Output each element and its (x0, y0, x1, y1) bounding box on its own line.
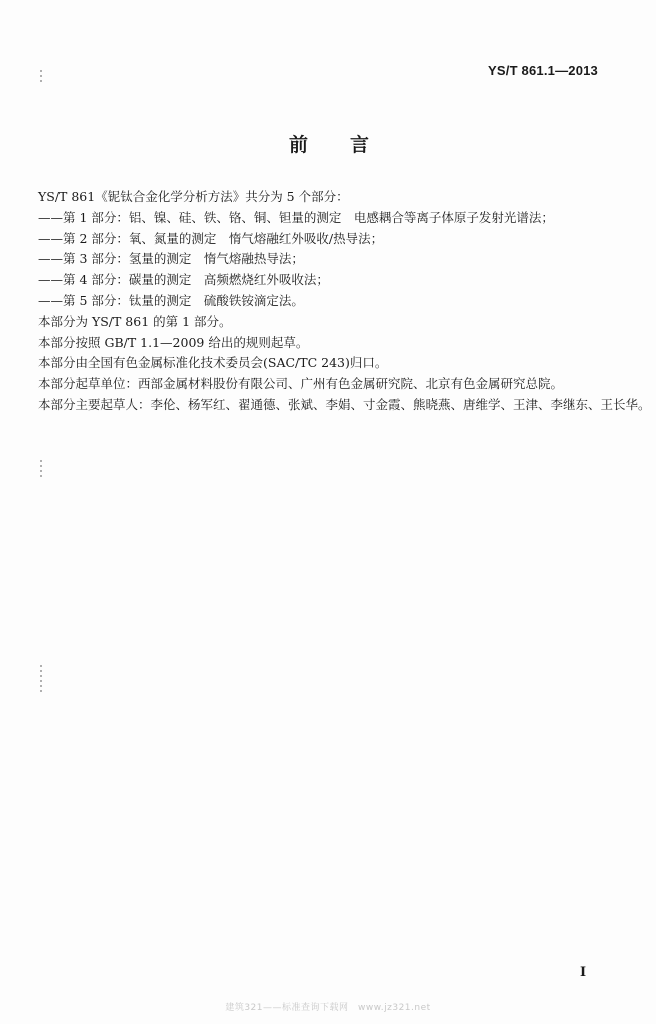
foreword-line: 本部分主要起草人：李伦、杨军红、翟通德、张斌、李娟、寸金霞、熊晓燕、唐维学、王津、李继东、王长华。 (38, 396, 651, 412)
foreword-line: ——第 3 部分：氢量的测定 惰气熔融热导法； (38, 251, 304, 267)
scan-margin-mark (40, 70, 42, 84)
foreword-line: ——第 2 部分：氧、氮量的测定 惰气熔融红外吸收/热导法； (38, 230, 384, 246)
foreword-line: 本部分由全国有色金属标准化技术委员会(SAC/TC 243)归口。 (38, 355, 388, 371)
foreword-line: ——第 5 部分：钛量的测定 硫酸铁铵滴定法。 (38, 292, 304, 308)
scan-margin-mark (40, 665, 42, 695)
foreword-line: 本部分按照 GB/T 1.1—2009 给出的规则起草。 (38, 334, 309, 350)
foreword-line: ——第 1 部分：铝、镍、硅、铁、铬、铜、钽量的测定 电感耦合等离子体原子发射光谱法； (38, 209, 554, 225)
standard-code: YS/T 861.1—2013 (488, 63, 598, 78)
foreword-body (38, 187, 651, 416)
foreword-line: 本部分为 YS/T 861 的第 1 部分。 (38, 313, 232, 329)
page-title: 前言 (288, 134, 411, 156)
page-number: I (580, 965, 587, 980)
foreword-line: 本部分起草单位：西部金属材料股份有限公司、广州有色金属研究院、北京有色金属研究总院。 (38, 376, 564, 392)
foreword-line: ——第 4 部分：碳量的测定 高频燃烧红外吸收法； (38, 272, 329, 288)
foreword-line: YS/T 861《铌钛合金化学分析方法》共分为 5 个部分： (38, 189, 349, 204)
watermark-text: 建筑321——标准查询下载网 www.jz321.net (225, 1003, 431, 1013)
scan-margin-mark (40, 460, 42, 480)
